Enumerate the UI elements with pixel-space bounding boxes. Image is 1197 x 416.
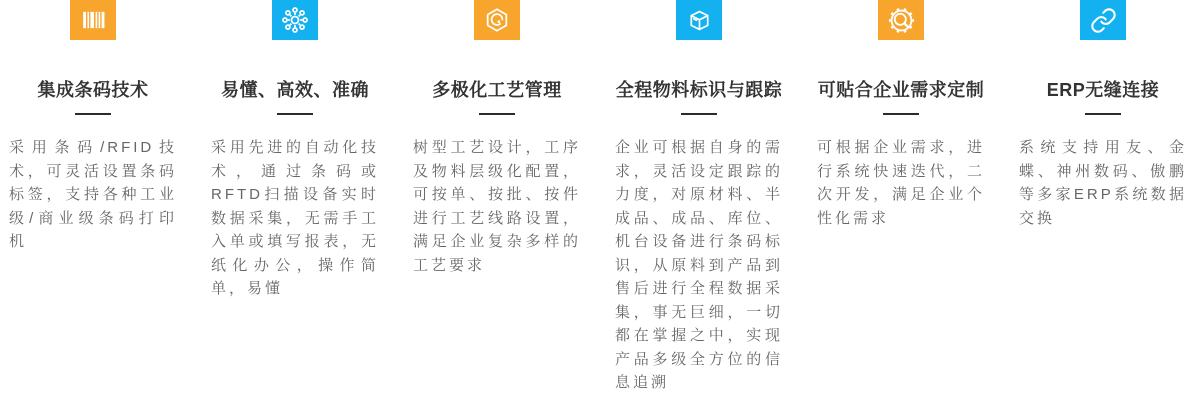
feature-title: 集成条码技术	[37, 80, 149, 100]
feature-card	[1002, 0, 1197, 395]
title-divider	[479, 113, 515, 115]
feature-title: 易懂、高效、准确	[221, 80, 369, 100]
cube-icon	[685, 6, 714, 35]
feature-title: ERP无缝连接	[1046, 80, 1160, 100]
feature-title: 全程物料标识与跟踪	[615, 80, 783, 100]
link-icon	[1090, 7, 1117, 34]
feature-icon-box	[272, 0, 318, 40]
title-divider	[883, 113, 919, 115]
feature-description: 企业可根据自身的需求，灵活设定跟踪的力度，对原材料、半成品、成品、库位、机台设备进行条码标识，从原料到产品到售后进行全程数据采集，事无巨细，一切都在掌握之中，实现产品多级全方位的信息追溯	[615, 139, 783, 391]
feature-card	[800, 0, 1002, 395]
gear-search-icon	[887, 6, 916, 35]
title-divider	[681, 113, 717, 115]
feature-icon-box	[474, 0, 520, 40]
title-divider	[277, 113, 313, 115]
feature-description: 采用先进的自动化技术，通过条码或RFTD扫描设备实时数据采集，无需手工入单或填写报表，无纸化办公，操作简单，易懂	[211, 139, 379, 297]
feature-card	[396, 0, 598, 395]
barcode-icon	[79, 6, 107, 34]
hexagon-process-icon	[483, 6, 511, 34]
network-hub-icon	[281, 6, 309, 34]
feature-title: 多极化工艺管理	[432, 80, 562, 100]
title-divider	[1085, 113, 1121, 115]
feature-card	[194, 0, 396, 395]
feature-icon-box	[70, 0, 116, 40]
feature-description: 可根据企业需求，进行系统快速迭代，二次开发，满足企业个性化需求	[817, 139, 985, 227]
feature-description: 系统支持用友、金蝶、神州数码、傲鹏等多家ERP系统数据交换	[1019, 139, 1187, 227]
title-divider	[75, 113, 111, 115]
feature-icon-box	[1080, 0, 1126, 40]
feature-card	[598, 0, 800, 395]
feature-description: 树型工艺设计，工序及物料层级化配置，可按单、按批、按件进行工艺线路设置，满足企业复杂多样的工艺要求	[413, 139, 581, 274]
feature-card	[0, 0, 194, 395]
feature-icon-box	[676, 0, 722, 40]
feature-title: 可贴合企业需求定制	[817, 80, 985, 100]
feature-description: 采用条码/RFID技术，可灵活设置条码标签，支持各种工业级/商业级条码打印机	[9, 139, 177, 250]
feature-icon-box	[878, 0, 924, 40]
